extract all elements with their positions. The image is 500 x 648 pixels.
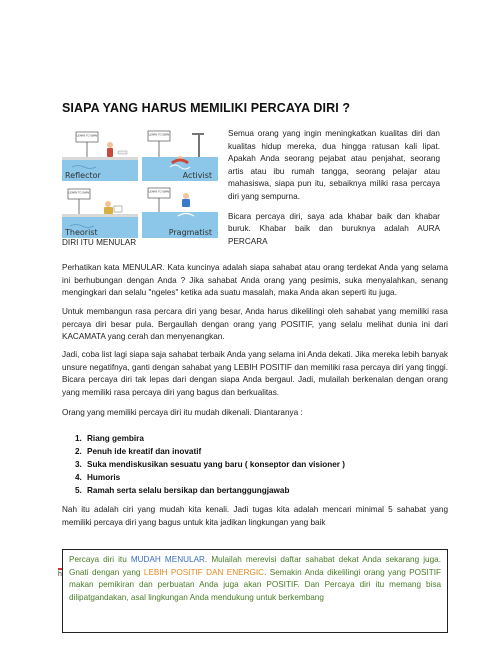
learning-styles-illustration [62,129,218,239]
paragraph-closing: Nah itu adalah ciri yang mudah kita kenali. Jadi tugas kita adalah mencari minimal 5 sahabat yang memiliki percaya diri yang bagus untuk kita jadikan lingkungan yang baik [62,505,448,527]
paragraph-menular: Perhatikan kata MENULAR. Kata kuncinya adalah siapa sahabat atau orang terdekat Anda yang selama ini berhubungan dengan Anda ? Jika sahabat Anda orang yang pesimis, suka menyalahkan, senang mengingkari dan selalu "ngeles" ketika ada suatu masalah, maka Anda akan seperti itu juga. [62,263,448,298]
paragraph-ciri-intro: Orang yang memiliki percaya diri itu mudah dikenali. Diantaranya : [62,408,303,417]
sign-text: LEARN TO SWIM [68,191,90,195]
sign-text: LEARN TO SWIM [76,134,98,138]
panel-activist [142,129,218,181]
intro-paragraph-2: Bicara percaya diri, saya ada khabar baik dan khabar buruk. Khabar baik dan buruknya adalah AURA PERCARA [228,211,440,246]
panel-label: Activist [182,171,212,180]
list-item: 2. Penuh ide kreatif dan inovatif [75,447,202,456]
panel-theorist [62,186,138,238]
paragraph-membangun: Untuk membangun rasa percara diri yang besar, Anda harus dikelilingi oleh sahabat yang memiliki rasa percaya diri besar pula. Bergaullah dengan orang yang POSITIF, yang selalu melihat dunia ini dari KACAMATA yang cerah dan menyenangkan. [62,307,448,342]
list-item: 4. Humoris [75,473,121,482]
panel-label: Pragmatist [168,228,212,237]
list-item: 1. Riang gembira [75,434,144,443]
traits-list [62,432,442,497]
sign-text: LEARN TO SWIM [148,133,170,137]
paragraph-list-sahabat: Jadi, coba list lagi siapa saja sahabat terbaik Anda yang selama ini Anda dekati. Jika mereka lebih banyak unsure negatifnya, ganti dengan sahabat yang LEBIH POSITIF dan memiliki rasa percaya diri yang tinggi. Bicara percaya diri tak lepas dari dengan siapa Anda bergaul. Jadi, mulailah berkenalan dengan orang yang memiliki rasa percaya diri yang bagus dan berkualitas. [62,350,448,397]
page-title: SIAPA YANG HARUS MEMILIKI PERCAYA DIRI ? [62,101,351,115]
edge-letter: h [58,571,62,578]
panel-reflector [62,129,138,181]
sign-text: LEARN TO SWIM [148,190,170,194]
aura-tail: DIRI ITU MENULAR [62,238,137,247]
callout-box: Percaya diri itu MUDAH MENULAR. Mulailah merevisi daftar sahabat dekat Anda sekarang juga. Gnati dengan yang LEBIH POSITIF DAN ENERGIC. Semakin Anda dikelilingi orang yang POSITIF makan pemikiran dan perbuatan Anda juga akan POSITIF. Dan Percaya diri itu memang bisa dilipatgandakan, asal lingkungan Anda mendukung untuk berkembang [62,549,448,633]
panel-label: Theorist [65,228,98,237]
intro-paragraph-1: Semua orang yang ingin meningkatkan kualitas diri dan kualitas hidup mereka, dua hingga ratusan kali lipat. Apakah Anda seorang pejabat atau penjahat, seorang artis atau ibu rumah tangga, seorang pelajar atau mahasiswa, siapa pun itu, sebaiknya miliki rasa percaya diri yang sempurna. [228,129,440,201]
panel-pragmatist [142,186,218,238]
list-item: 5. Ramah serta selalu bersikap dan bertanggungjawab [75,486,290,495]
list-item: 3. Suka mendiskusikan sesuatu yang baru ( konseptor dan visioner ) [75,460,345,469]
panel-label: Reflector [65,171,101,180]
